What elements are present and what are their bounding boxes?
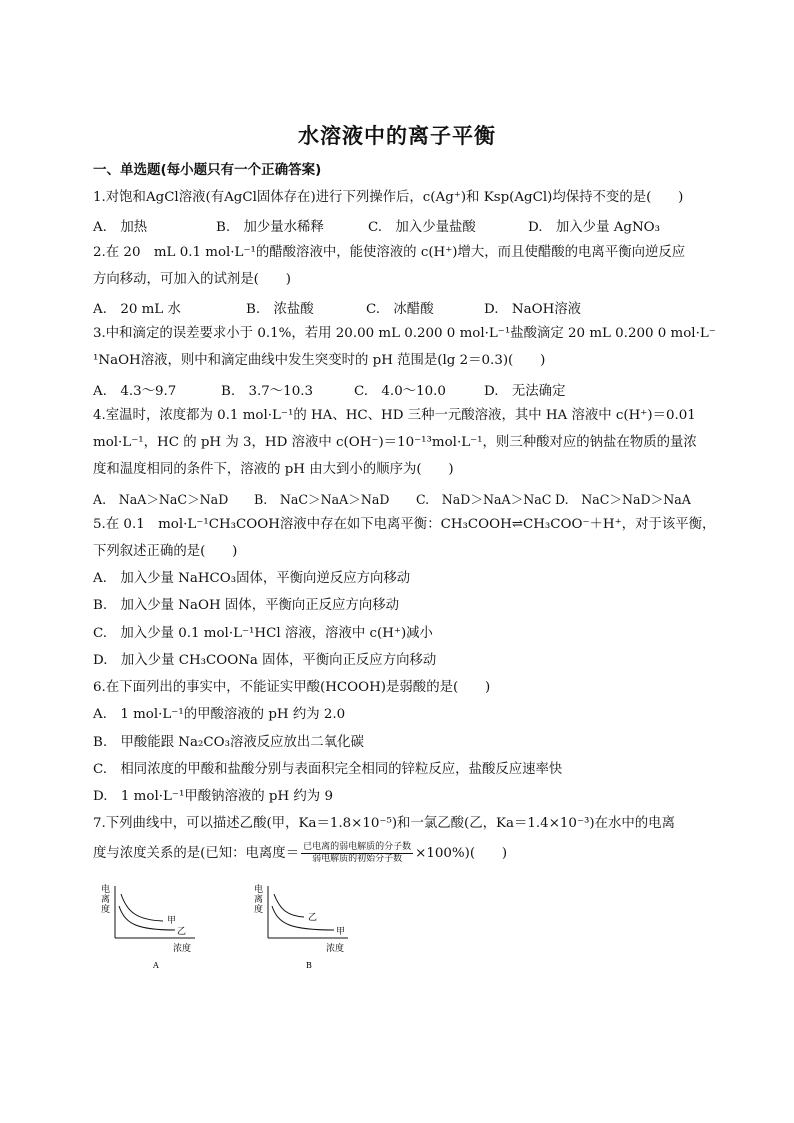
fraction-denominator: 弱电解质的初始分子数 [312,854,403,864]
question-5-stem-line1: 5.在 0.1 mol·L⁻¹CH₃COOH溶液中存在如下电离平衡：CH₃COOH⇌CH₃COO⁻＋H⁺，对于该平衡， [93,517,716,532]
q4-option-a: A. NaA＞NaC＞NaD [93,492,229,507]
q7-stem-suffix: ×100%)( ) [415,846,508,861]
q6-option-a: A. 1 mol·L⁻¹的甲酸溶液的 pH 约为 2.0 [93,707,346,722]
q2-option-d: D. NaOH溶液 [484,302,582,317]
curve-upper [121,894,163,921]
q4-option-c: C. NaD＞NaA＞NaC [416,492,552,507]
q4-option-d: D. NaC＞NaD＞NaA [555,492,691,507]
curve-lower-label: 乙 [177,927,187,937]
question-1-stem: 1.对饱和AgCl溶液(有AgCl固体存在)进行下列操作后，c(Ag⁺)和 Ksp(AgCl)均保持不变的是( ) [93,190,684,205]
question-2-stem-line2: 方向移动，可加入的试剂是( ) [93,272,291,287]
curve-lower-label: 甲 [336,927,346,937]
section-heading: 一、单选题(每小题只有一个正确答案) [93,162,322,178]
q3-option-d: D. 无法确定 [484,384,566,399]
x-axis-label: 浓度 [326,944,345,954]
question-6-stem: 6.在下面列出的事实中，不能证实甲酸(HCOOH)是弱酸的是( ) [93,680,491,695]
x-axis-label: 浓度 [173,944,192,954]
graph-caption: A [153,961,159,970]
q1-option-a: A. 加热 [93,220,148,235]
q2-option-b: B. 浓盐酸 [246,302,314,317]
curve-upper-label: 乙 [308,913,318,923]
page-title: 水溶液中的离子平衡 [298,124,496,148]
y-axis-label-1: 电 [254,885,264,895]
q5-option-c: C. 加入少量 0.1 mol·L⁻¹HCl 溶液，溶液中 c(H⁺)减小 [93,626,433,641]
question-4-stem-line3: 度和温度相同的条件下，溶液的 pH 由大到小的顺序为( ) [93,462,454,477]
q5-option-d: D. 加入少量 CH₃COONa 固体，平衡向正反应方向移动 [93,653,437,668]
graph-a [95,880,205,975]
question-7-stem-line2 [93,842,713,865]
q5-option-b: B. 加入少量 NaOH 固体，平衡向正反应方向移动 [93,598,399,613]
q2-option-c: C. 冰醋酸 [366,302,434,317]
q3-option-c: C. 4.0～10.0 [354,384,446,399]
q6-option-c: C. 相同浓度的甲酸和盐酸分别与表面积完全相同的锌粒反应，盐酸反应速率快 [93,762,563,777]
q4-option-b: B. NaC＞NaA＞NaD [254,492,390,507]
curve-lower [272,906,334,930]
question-3-stem-line1: 3.中和滴定的误差要求小于 0.1%，若用 20.00 mL 0.200 0 mol·L⁻¹盐酸滴定 20 mL 0.200 0 mol·L⁻ [93,326,716,341]
y-axis-label-3: 度 [254,905,264,915]
curve-upper-label: 甲 [167,916,177,926]
q2-option-a: A. 20 mL 水 [93,302,181,317]
graph-b [248,880,358,975]
y-axis-label-3: 度 [101,905,111,915]
q5-option-a: A. 加入少量 NaHCO₃固体，平衡向逆反应方向移动 [93,571,411,586]
y-axis-label-2: 离 [101,895,111,905]
q1-option-c: C. 加入少量盐酸 [368,220,476,235]
y-axis-label-2: 离 [254,895,264,905]
q7-stem-prefix: 度与浓度关系的是(已知：电离度＝ [93,846,300,861]
graph-caption: B [306,961,312,970]
fraction-numerator: 已电离的弱电解质的分子数 [303,842,412,852]
question-7-stem-line1: 7.下列曲线中，可以描述乙酸(甲，Ka＝1.8×10⁻⁵)和一氯乙酸(乙，Ka＝1.4×10⁻³)在水中的电离 [93,816,675,831]
q6-option-b: B. 甲酸能跟 Na₂CO₃溶液反应放出二氧化碳 [93,735,364,750]
q3-option-a: A. 4.3～9.7 [93,384,177,399]
y-axis-label-1: 电 [101,885,111,895]
ionization-degree-fraction [301,842,413,865]
question-4-stem-line1: 4.室温时，浓度都为 0.1 mol·L⁻¹的 HA、HC、HD 三种一元酸溶液，其中 HA 溶液中 c(H⁺)＝0.01 [93,408,696,423]
q1-option-d: D. 加入少量 AgNO₃ [528,220,661,235]
q3-option-b: B. 3.7～10.3 [221,384,313,399]
q1-option-b: B. 加少量水稀释 [216,220,324,235]
question-3-stem-line2: ¹NaOH溶液，则中和滴定曲线中发生突变时的 pH 范围是(lg 2＝0.3)( ) [93,353,546,368]
question-2-stem-line1: 2.在 20 mL 0.1 mol·L⁻¹的醋酸溶液中，能使溶液的 c(H⁺)增大，而且使醋酸的电离平衡向逆反应 [93,245,686,260]
question-4-stem-line2: mol·L⁻¹，HC 的 pH 为 3，HD 溶液中 c(OH⁻)＝10⁻¹³mol·L⁻¹，则三种酸对应的钠盐在物质的量浓 [93,435,697,450]
q6-option-d: D. 1 mol·L⁻¹甲酸钠溶液的 pH 约为 9 [93,789,333,804]
curve-upper [274,894,304,917]
question-5-stem-line2: 下列叙述正确的是( ) [93,544,238,559]
